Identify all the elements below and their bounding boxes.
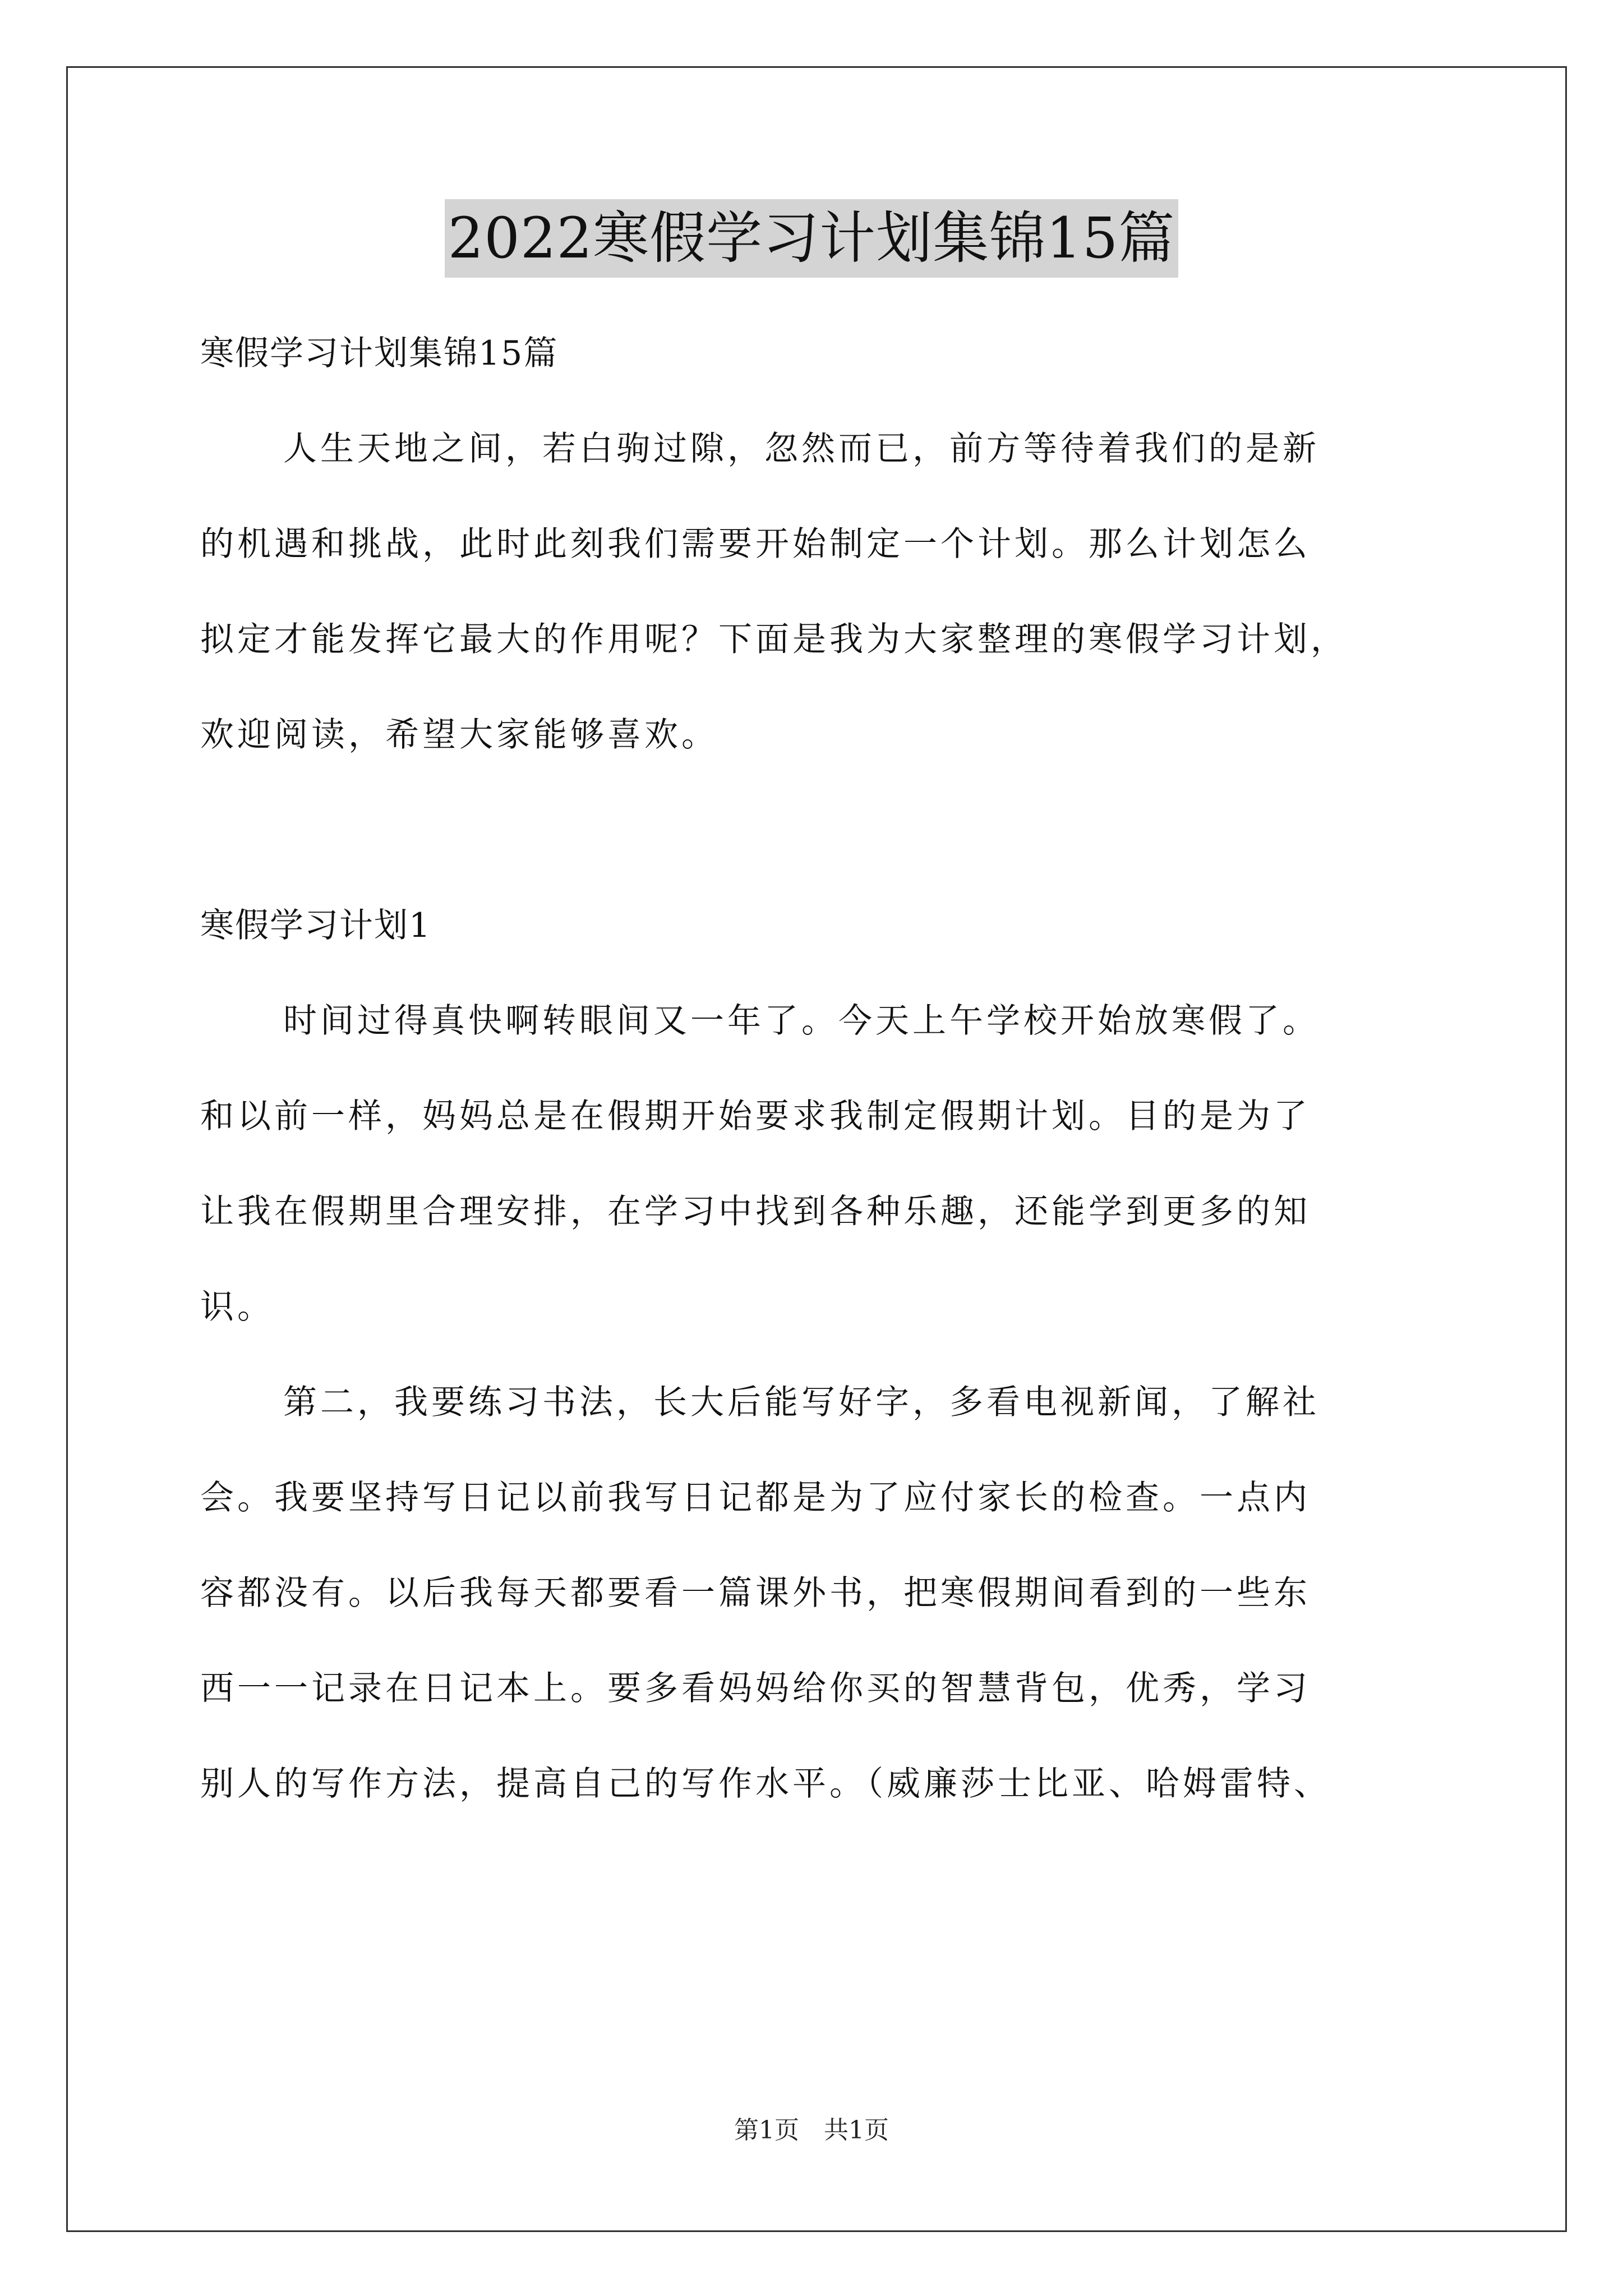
paragraph-line: 时间过得真快啊转眼间又一年了。今天上午学校开始放寒假了。 [283, 1001, 1320, 1041]
document-title: 2022寒假学习计划集锦15篇 [445, 199, 1179, 278]
paragraph-line: 容都没有。以后我每天都要看一篇课外书，把寒假期间看到的一些东 [200, 1573, 1311, 1613]
heading-text: 寒假学习计划集锦15篇 [200, 334, 559, 373]
section-heading [200, 878, 1434, 973]
page-footer: 第1页 共1页 [734, 2116, 889, 2145]
paragraph-line: 第二，我要练习书法，长大后能写好字，多看电视新闻，了解社 [283, 1383, 1320, 1422]
paragraph-line: 和以前一样，妈妈总是在假期开始要求我制定假期计划。目的是为了 [200, 1097, 1311, 1136]
paragraph-line: 欢迎阅读，希望大家能够喜欢。 [200, 715, 718, 754]
heading-text: 寒假学习计划1 [200, 906, 432, 945]
title-container [0, 199, 1623, 278]
paragraph [200, 401, 1434, 783]
section-heading [200, 306, 1434, 401]
paragraph-line: 识。 [200, 1287, 274, 1327]
paragraph-line: 让我在假期里合理安排，在学习中找到各种乐趣，还能学到更多的知 [200, 1192, 1311, 1231]
paragraph-line: 的机遇和挑战，此时此刻我们需要开始制定一个计划。那么计划怎么 [200, 524, 1311, 564]
paragraph-line: 人生天地之间，若白驹过隙，忽然而已，前方等待着我们的是新 [283, 429, 1320, 468]
paragraph [200, 973, 1434, 1355]
paragraph [200, 1355, 1434, 1832]
blank-line [200, 783, 1434, 878]
paragraph-line: 会。我要坚持写日记以前我写日记都是为了应付家长的检查。一点内 [200, 1478, 1311, 1517]
document-body [200, 306, 1434, 1832]
paragraph-line: 拟定才能发挥它最大的作用呢？下面是我为大家整理的寒假学习计划， [200, 620, 1348, 659]
paragraph-line: 别人的写作方法，提高自己的写作水平。（威廉莎士比亚、哈姆雷特、 [200, 1764, 1331, 1803]
paragraph-line: 西一一记录在日记本上。要多看妈妈给你买的智慧背包，优秀，学习 [200, 1669, 1311, 1708]
